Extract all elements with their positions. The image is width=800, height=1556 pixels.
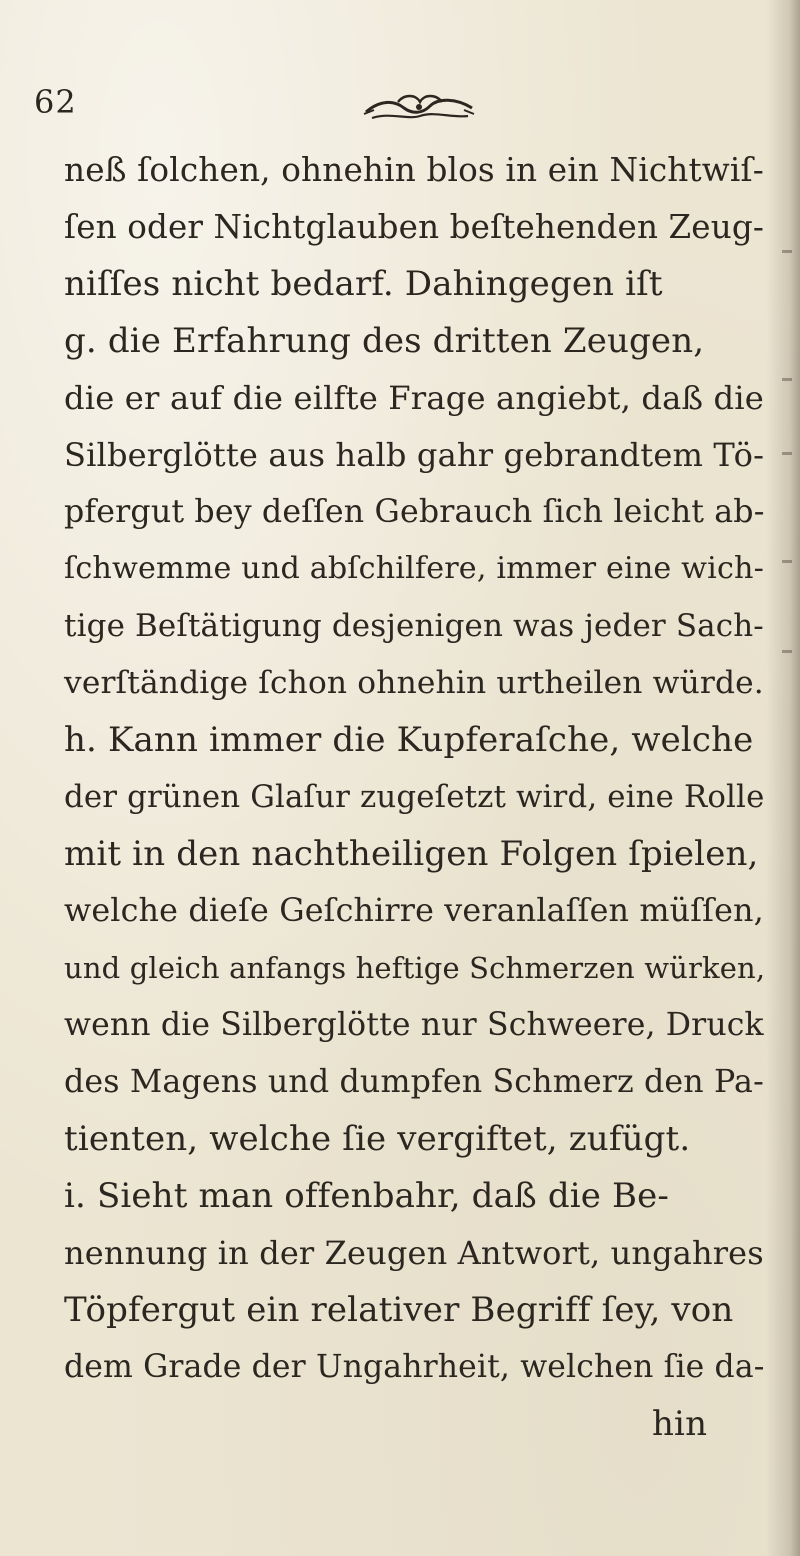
text-line: pfergut bey deſſen Gebrauch ſich leicht ab-: [64, 494, 765, 530]
page-edge-mark: [782, 378, 792, 381]
text-line: die er auf die eilfte Frage angiebt, daß die: [64, 379, 764, 417]
text-line: h. Kann immer die Kupferaſche, welche: [64, 720, 754, 760]
text-line: ſchwemme und abſchilfere, immer eine wich-: [64, 551, 764, 586]
text-line: Töpfergut ein relativer Begriff ſey, von: [64, 1290, 734, 1330]
text-line: und gleich anfangs heftige Schmerzen würken,: [64, 951, 766, 985]
text-line: tienten, welche ſie vergiftet, zufügt.: [64, 1119, 691, 1159]
text-line: ſen oder Nichtglauben beſtehenden Zeug-: [64, 208, 764, 246]
text-line: welche dieſe Geſchirre veranlaſſen müſſen,: [64, 893, 764, 929]
page-edge-shadow: [766, 0, 800, 1556]
text-line: Silberglötte aus halb gahr gebrandtem Tö-: [64, 436, 765, 474]
text-line: g. die Erfahrung des dritten Zeugen,: [64, 321, 705, 361]
page-edge-mark: [782, 452, 792, 455]
text-line: hin: [652, 1404, 708, 1444]
text-line: neß ſolchen, ohnehin blos in ein Nichtwiſ-: [64, 151, 764, 189]
text-line: dem Grade der Ungahrheit, welchen ſie da-: [64, 1349, 765, 1385]
text-line: i. Sieht man offenbahr, daß die Be-: [64, 1176, 670, 1216]
text-line: verſtändige ſchon ohnehin urtheilen würde.: [64, 665, 764, 701]
text-line: niſſes nicht bedarf. Dahingegen iſt: [64, 264, 663, 304]
text-line: nennung in der Zeugen Antwort, ungahres: [64, 1234, 764, 1272]
typographic-flourish-ornament-icon: [360, 90, 478, 126]
text-line: tige Beſtätigung desjenigen was jeder Sach-: [64, 608, 764, 644]
page-edge-mark: [782, 250, 792, 253]
text-line: mit in den nachtheiligen Folgen ſpielen,: [64, 834, 759, 874]
text-line: der grünen Glaſur zugeſetzt wird, eine Rolle: [64, 779, 765, 815]
page-number: 62: [34, 83, 77, 121]
text-line: wenn die Silberglötte nur Schweere, Druck: [64, 1007, 764, 1043]
page-edge-mark: [782, 560, 792, 563]
page-edge-mark: [782, 650, 792, 653]
text-line: des Magens und dumpfen Schmerz den Pa-: [64, 1064, 764, 1100]
